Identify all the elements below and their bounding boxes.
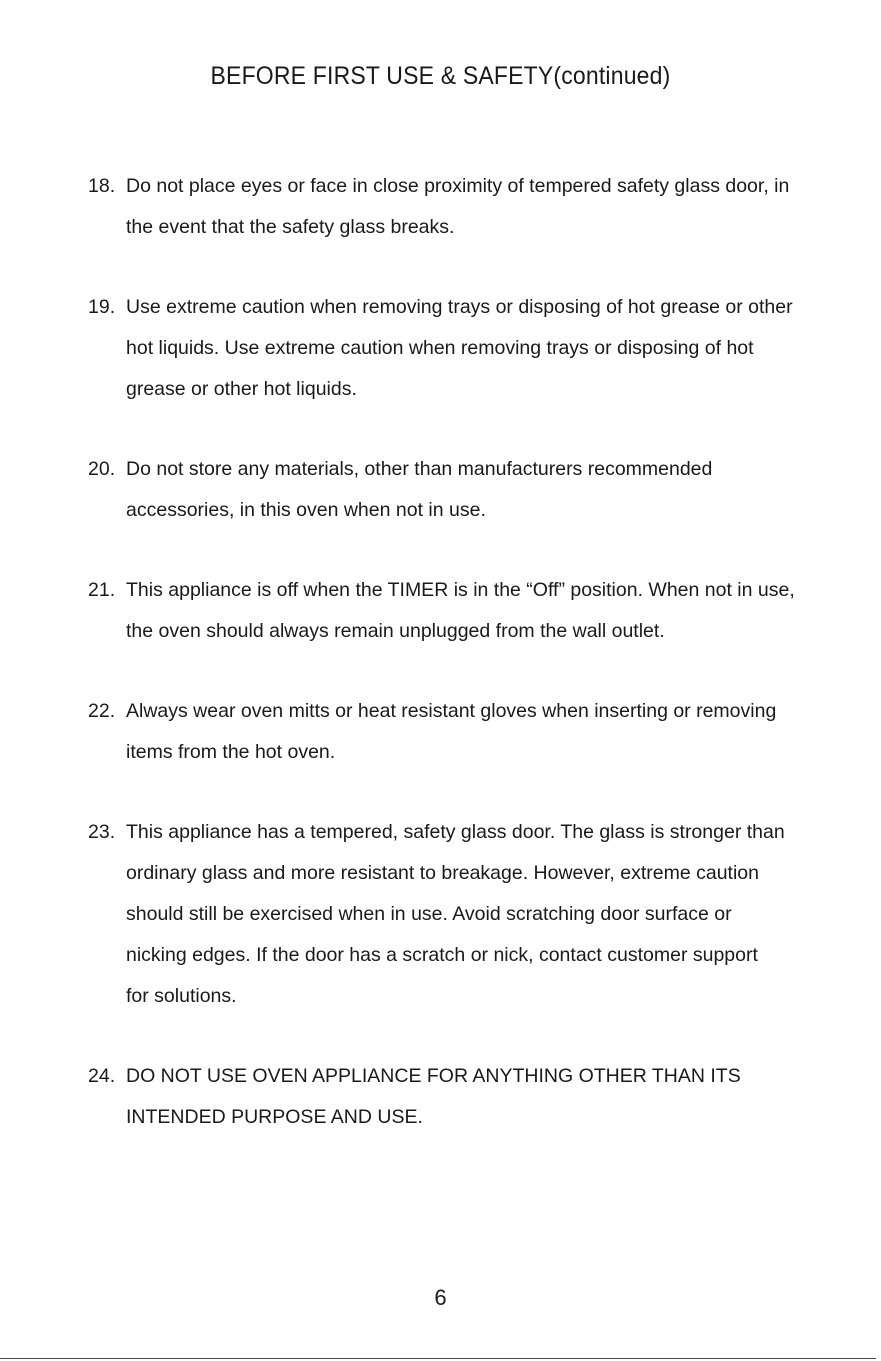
item-text: Do not place eyes or face in close proximity of tempered safety glass door, in the event that the safety glass breaks. (126, 175, 790, 238)
safety-item-23 (88, 812, 808, 1017)
item-number: 22. (88, 700, 116, 722)
item-text: This appliance has a tempered, safety glass door. The glass is stronger than ordinary glass and more resistant to breakage. However, extreme caution should still be exercised when in use. Avoid scratching door surface or nicking edges. If the door has a scratch or nick, contact customer support for solutions. (126, 821, 785, 1007)
safety-item-19 (88, 287, 808, 410)
safety-item-24 (88, 1056, 808, 1138)
page-title: BEFORE FIRST USE & SAFETY(continued) (210, 62, 671, 90)
safety-instructions-list (88, 166, 808, 1177)
safety-item-22 (88, 691, 808, 773)
item-number: 18. (88, 175, 116, 197)
safety-item-18 (88, 166, 808, 248)
page-bottom-divider (0, 1358, 876, 1359)
item-number: 24. (88, 1065, 116, 1087)
item-number: 20. (88, 458, 116, 480)
item-text: Do not store any materials, other than manufacturers recommended accessories, in this oven when not in use. (126, 458, 713, 521)
item-text: This appliance is off when the TIMER is in the “Off” position. When not in use, the oven should always remain unplugged from the wall outlet. (126, 579, 795, 642)
safety-item-20 (88, 449, 808, 531)
item-number: 23. (88, 821, 116, 843)
safety-item-21 (88, 570, 808, 652)
item-text: Use extreme caution when removing trays or disposing of hot grease or other hot liquids. Use extreme caution when removing trays or disposing of hot grease or other hot liquids. (126, 296, 793, 400)
page-number: 6 (434, 1285, 447, 1310)
item-number: 19. (88, 296, 116, 318)
item-text: DO NOT USE OVEN APPLIANCE FOR ANYTHING OTHER THAN ITS INTENDED PURPOSE AND USE. (126, 1065, 741, 1128)
item-number: 21. (88, 579, 116, 601)
item-text: Always wear oven mitts or heat resistant gloves when inserting or removing items from the hot oven. (126, 700, 777, 763)
